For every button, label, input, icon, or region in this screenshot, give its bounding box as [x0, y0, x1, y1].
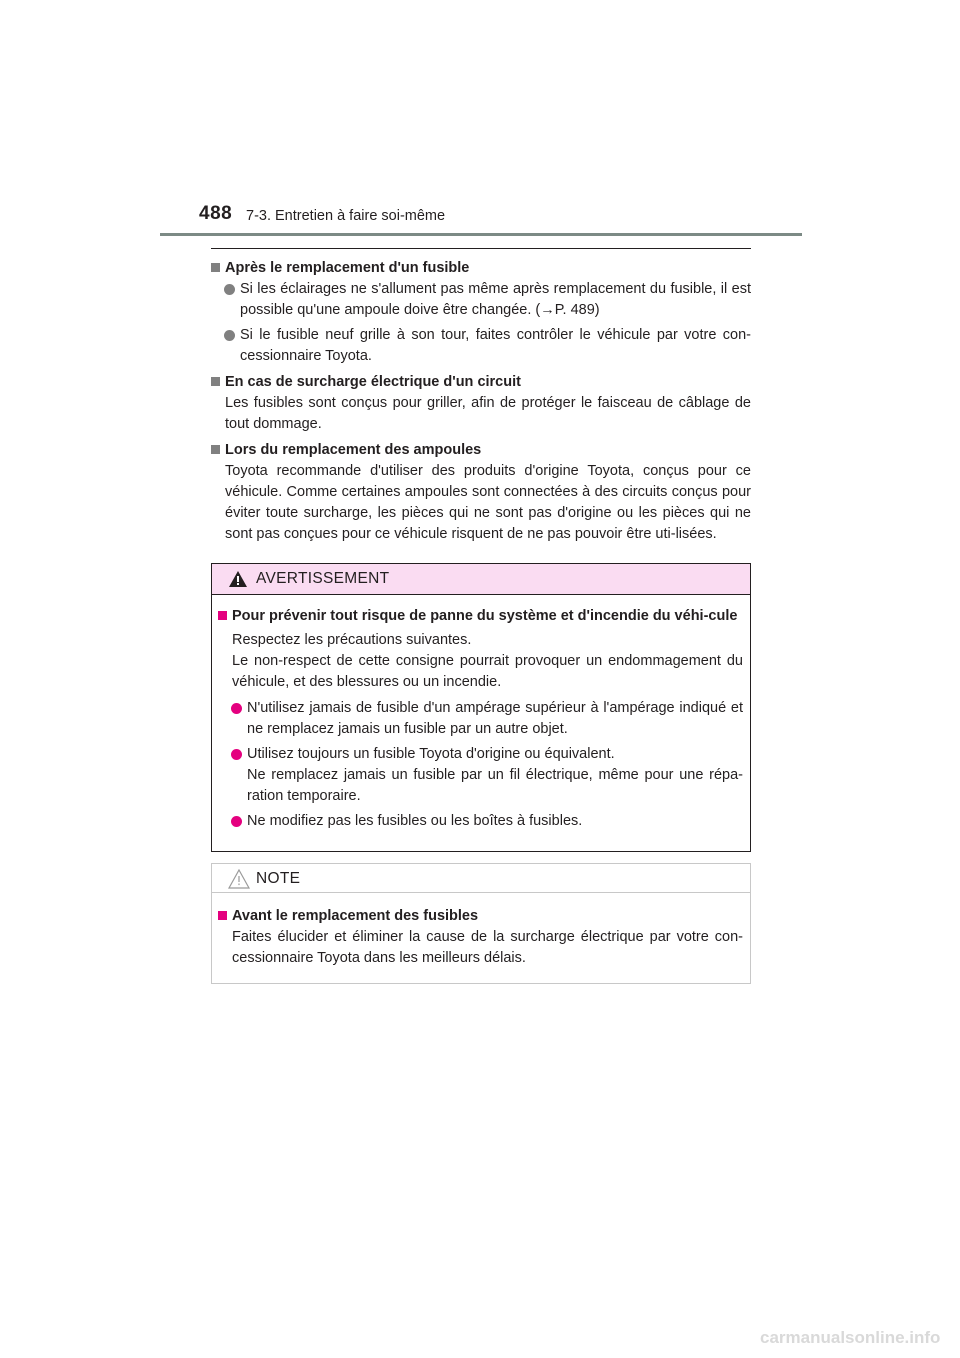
heading-text: Avant le remplacement des fusibles	[232, 908, 479, 924]
list-item-text: Si le fusible neuf grille à son tour, faites contrôler le véhicule par votre con-cessionnaire Toyota.	[240, 327, 751, 364]
round-bullet-icon	[224, 330, 235, 341]
block-heading	[211, 440, 751, 461]
square-bullet-icon	[211, 263, 220, 272]
list-item	[211, 325, 751, 367]
heading-text: Après le remplacement d'un fusible	[225, 260, 470, 276]
main-content	[211, 258, 751, 550]
heading-text: En cas de surcharge électrique d'un circuit	[225, 374, 521, 390]
list-item	[218, 744, 743, 765]
block-after-fuse	[211, 258, 751, 367]
square-bullet-icon	[211, 445, 220, 454]
note-heading	[218, 906, 743, 927]
list-item	[218, 811, 743, 832]
block-heading	[211, 258, 751, 279]
paragraph: Toyota recommande d'utiliser des produits d'origine Toyota, conçus pour ce véhicule. Comme certaines ampoules sont connectées à des circuits conçus pour éviter toute surcharge, les pièces qui ne sont pas d'origine ou les pièces qui ne sont pas conçues pour ce véhicule risquent de ne pas pouvoir être uti-lisées.	[225, 463, 751, 542]
square-bullet-icon	[211, 377, 220, 386]
list-item-text: N'utilisez jamais de fusible d'un ampérage supérieur à l'ampérage indiqué et ne remplacez jamais un fusible par un autre objet.	[247, 700, 743, 737]
square-bullet-icon	[218, 611, 227, 620]
list-item-text: Ne modifiez pas les fusibles ou les boîtes à fusibles.	[247, 813, 583, 829]
note-body	[212, 893, 750, 969]
list-item	[211, 279, 751, 321]
list-item	[218, 698, 743, 740]
paragraph: Faites élucider et éliminer la cause de la surcharge électrique par votre con-cessionnaire Toyota dans les meilleurs délais.	[232, 929, 743, 966]
note-title: NOTE	[256, 870, 301, 887]
note-box	[211, 863, 751, 984]
page-number: 488	[199, 203, 233, 224]
round-bullet-icon	[231, 749, 242, 760]
content-rule	[211, 248, 751, 249]
heading-text: Pour prévenir tout risque de panne du système et d'incendie du véhi-cule	[232, 608, 738, 624]
section-title: 7-3. Entretien à faire soi-même	[246, 208, 446, 224]
round-bullet-icon	[231, 816, 242, 827]
warning-body	[212, 595, 750, 832]
block-bulbs	[211, 440, 751, 545]
square-bullet-icon	[218, 911, 227, 920]
warning-header	[212, 564, 750, 595]
caution-triangle-icon	[228, 869, 250, 889]
heading-text: Lors du remplacement des ampoules	[225, 442, 482, 458]
note-header	[212, 864, 750, 893]
paragraph: Le non-respect de cette consigne pourrait provoquer un endommagement du véhicule, et des blessures ou un incendie.	[232, 653, 743, 690]
warning-triangle-icon	[228, 570, 248, 588]
warning-title: AVERTISSEMENT	[256, 570, 390, 587]
warning-box	[211, 563, 751, 852]
watermark: carmanualsonline.info	[760, 1328, 941, 1347]
round-bullet-icon	[231, 703, 242, 714]
warning-heading	[218, 606, 743, 627]
block-overload	[211, 372, 751, 435]
round-bullet-icon	[224, 284, 235, 295]
paragraph: Respectez les précautions suivantes.	[232, 632, 472, 648]
paragraph: Les fusibles sont conçus pour griller, afin de protéger le faisceau de câblage de tout dommage.	[225, 395, 751, 432]
list-item-text: Utilisez toujours un fusible Toyota d'origine ou équivalent.	[247, 746, 615, 762]
list-item-continuation: Ne remplacez jamais un fusible par un fil électrique, même pour une répa-ration temporaire.	[247, 767, 743, 804]
list-item-text: Si les éclairages ne s'allument pas même après remplacement du fusible, il est possible qu'une ampoule doive être changée. (→P. 489)	[240, 281, 751, 318]
header-rule	[160, 233, 802, 236]
block-heading	[211, 372, 751, 393]
